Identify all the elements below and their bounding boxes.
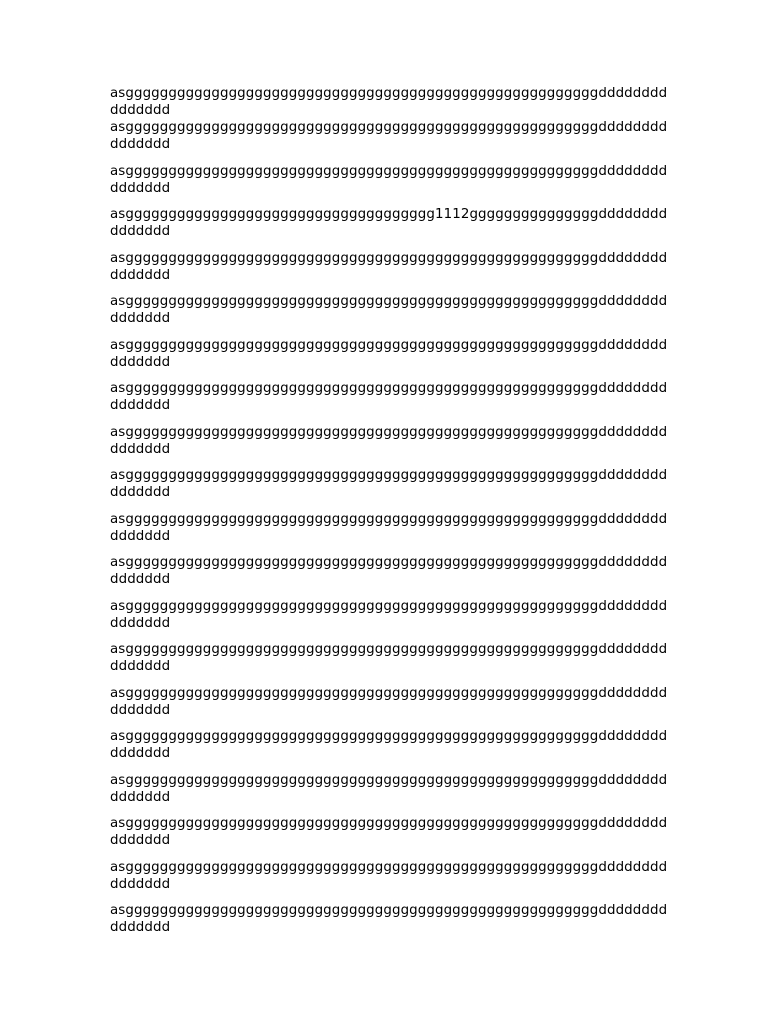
paragraph: asgggggggggggggggggggggggggggggggggggggggggggggggggggggggddddddddddddddd (110, 729, 668, 761)
paragraph: asgggggggggggggggggggggggggggggggggggggggggggggggggggggggddddddddddddddd (110, 511, 668, 544)
paragraph: asgggggggggggggggggggggggggggggggggggggggggggggggggggggggddddddddddddddd (110, 250, 668, 283)
paragraph: asgggggggggggggggggggggggggggggggggggggggggggggggggggggggddddddddddddddd (110, 120, 668, 152)
paragraph: asgggggggggggggggggggggggggggggggggggggggggggggggggggggggddddddddddddddd (110, 816, 668, 848)
paragraph: asgggggggggggggggggggggggggggggggggggggggggggggggggggggggddddddddddddddd (110, 555, 668, 587)
paragraph: asgggggggggggggggggggggggggggggggggggggggggggggggggggggggddddddddddddddd (110, 642, 668, 674)
paragraph: asgggggggggggggggggggggggggggggggggggggggggggggggggggggggddddddddddddddd (110, 294, 668, 326)
paragraph: asgggggggggggggggggggggggggggggggggggggggggggggggggggggggddddddddddddddd (110, 685, 668, 718)
paragraph: asgggggggggggggggggggggggggggggggggggggggggggggggggggggggddddddddddddddd (110, 598, 668, 631)
paragraph: asgggggggggggggggggggggggggggggggggggggggggggggggggggggggddddddddddddddd (110, 163, 668, 196)
paragraph: asgggggggggggggggggggggggggggggggggggggggggggggggggggggggddddddddddddddd (110, 337, 668, 370)
paragraph: asgggggggggggggggggggggggggggggggggggg1112gggggggggggggggddddddddddddddd (110, 207, 668, 239)
paragraph: asgggggggggggggggggggggggggggggggggggggggggggggggggggggggddddddddddddddd (110, 424, 668, 457)
paragraph: asgggggggggggggggggggggggggggggggggggggggggggggggggggggggddddddddddddddd (110, 381, 668, 413)
paragraph: asgggggggggggggggggggggggggggggggggggggggggggggggggggggggddddddddddddddd (110, 772, 668, 805)
paragraph: asgggggggggggggggggggggggggggggggggggggggggggggggggggggggddddddddddddddd (110, 903, 668, 935)
paragraph: asgggggggggggggggggggggggggggggggggggggggggggggggggggggggddddddddddddddd (110, 468, 668, 500)
document-body (110, 85, 670, 946)
paragraph: asgggggggggggggggggggggggggggggggggggggggggggggggggggggggddddddddddddddd (110, 859, 668, 892)
paragraph: asgggggggggggggggggggggggggggggggggggggggggggggggggggggggddddddddddddddd (110, 86, 668, 118)
